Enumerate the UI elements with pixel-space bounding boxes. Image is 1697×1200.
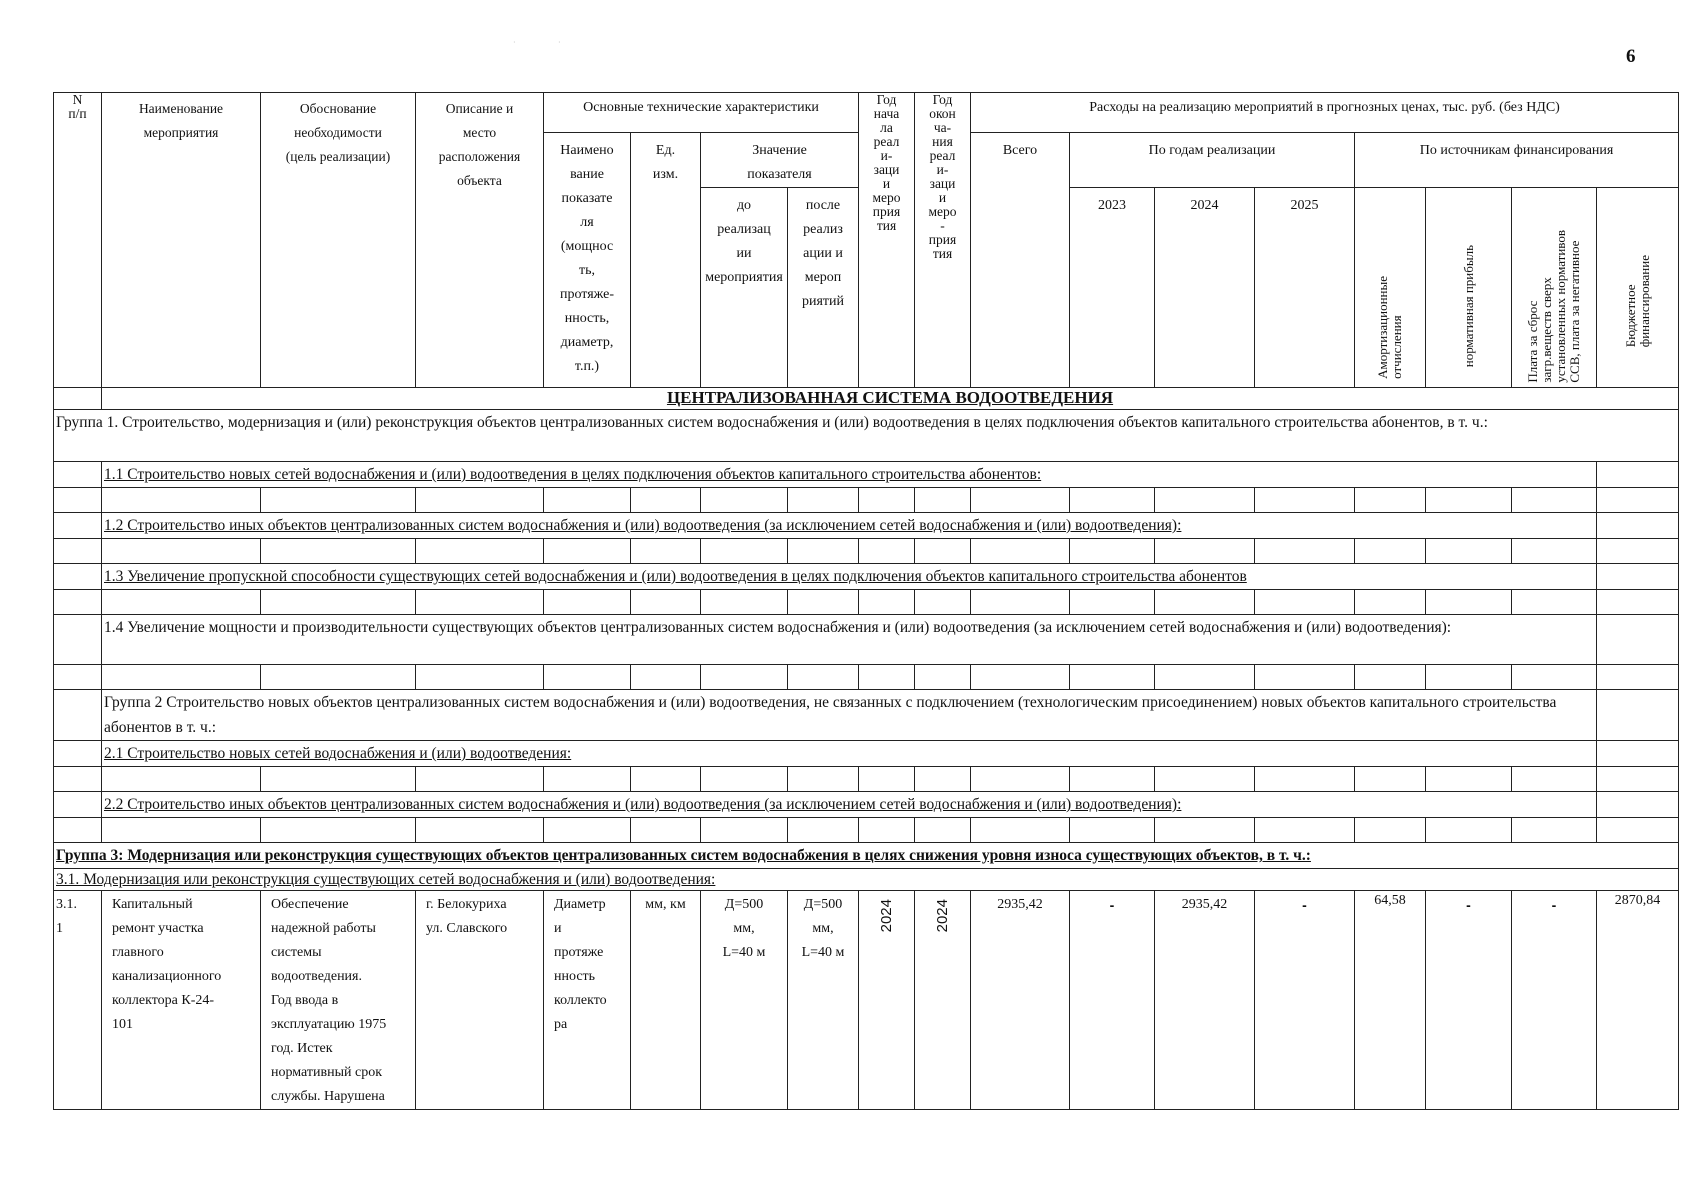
item-total: 2935,42 — [971, 891, 1070, 1110]
header-by-sources: По источникам финансирования — [1355, 133, 1679, 188]
header-year-start: Год нача ла реал и- заци и меро прия тия — [859, 93, 915, 388]
item-fee: - — [1512, 891, 1597, 1110]
item-name: Капитальный ремонт участка главного канализационного коллектора К-24- 101 — [102, 891, 261, 1110]
header-justification: Обоснование необходимости (цель реализации) — [261, 93, 416, 388]
subsection-2-1: 2.1 Строительство новых сетей водоснабжения и (или) водоотведения: — [102, 741, 1597, 767]
item-value-after: Д=500 мм, L=40 м — [788, 891, 859, 1110]
header-tech-indicator: Наимено вание показате ля (мощнос ть, протяже- нность, диаметр, т.п.) — [544, 133, 631, 388]
item-location: г. Белокуриха ул. Славского — [416, 891, 544, 1110]
item-budget: 2870,84 — [1597, 891, 1679, 1110]
item-number: 3.1. 1 — [54, 891, 102, 1110]
subsection-1-3: 1.3 Увеличение пропускной способности существующих сетей водоснабжения и (или) водоотведения в целях подключения объектов капитального строительства абонентов — [102, 564, 1597, 590]
header-tech-unit: Ед. изм. — [631, 133, 701, 388]
header-value-before: до реализац ии мероприятия — [701, 188, 788, 388]
header-year-2024: 2024 — [1155, 188, 1255, 388]
subsection-2-2: 2.2 Строительство иных объектов централизованных систем водоснабжения и (или) водоотведения (за исключением сетей водоснабжения и (или) водоотведения): — [102, 792, 1597, 818]
item-amortization: 64,58 — [1355, 891, 1426, 1110]
header-source-profit: нормативная прибыль — [1460, 244, 1476, 367]
group-2-heading: Группа 2 Строительство новых объектов централизованных систем водоснабжения и (или) водоотведения, не связанных с подключением (технологическим присоединением) новых объектов капитального строительства абонентов в т. ч.: — [102, 690, 1597, 741]
group-3-heading: Группа 3: Модернизация или реконструкция существующих объектов централизованных систем водоснабжения в целях снижения уровня износа существующих объектов, в т. ч.: — [54, 843, 1679, 869]
subsection-1-4: 1.4 Увеличение мощности и производительности существующих объектов централизованных систем водоснабжения и (или) водоотведения (за исключением сетей водоснабжения и (или) водоотведения): — [102, 615, 1597, 665]
scan-artifact: · — [513, 38, 516, 47]
header-source-budget: Бюджетное финансирование — [1622, 254, 1652, 347]
item-indicator: Диаметр и протяже нность коллекто ра — [544, 891, 631, 1110]
header-description: Описание и место расположения объекта — [416, 93, 544, 388]
scan-artifact: · — [558, 38, 561, 47]
header-by-years: По годам реализации — [1070, 133, 1355, 188]
item-year-start: 2024 — [877, 899, 895, 933]
section-title: ЦЕНТРАЛИЗОВАННАЯ СИСТЕМА ВОДООТВЕДЕНИЯ — [102, 388, 1679, 410]
header-source-fee: Плата за сброс загр.веществ сверх установленных нормативов ССВ, плата за негативное — [1525, 230, 1582, 383]
subsection-3-1: 3.1. Модернизация или реконструкция существующих сетей водоснабжения и (или) водоотведения: — [54, 869, 1679, 891]
header-tech-chars: Основные технические характеристики — [544, 93, 859, 133]
item-2023: - — [1070, 891, 1155, 1110]
group-1-heading: Группа 1. Строительство, модернизация и (или) реконструкция объектов централизованных систем водоснабжения и (или) водоотведения в целях подключения объектов капитального строительства абонентов, в т. ч.: — [54, 410, 1679, 462]
item-2025: - — [1255, 891, 1355, 1110]
header-year-end: Год окон ча- ния реал и- заци и меро - прия тия — [915, 93, 971, 388]
item-profit: - — [1426, 891, 1512, 1110]
item-year-end: 2024 — [933, 899, 951, 933]
item-2024: 2935,42 — [1155, 891, 1255, 1110]
item-value-before: Д=500 мм, L=40 м — [701, 891, 788, 1110]
header-value-after: после реализ ации и мероп риятий — [788, 188, 859, 388]
header-name: Наименование мероприятия — [102, 93, 261, 388]
header-source-amortization: Амортизационные отчисления — [1375, 276, 1404, 379]
header-costs: Расходы на реализацию мероприятий в прогнозных ценах, тыс. руб. (без НДС) — [971, 93, 1679, 133]
header-year-2023: 2023 — [1070, 188, 1155, 388]
header-tech-value: Значение показателя — [701, 133, 859, 188]
table-row — [54, 891, 1679, 1110]
subsection-1-2: 1.2 Строительство иных объектов централизованных систем водоснабжения и (или) водоотведения (за исключением сетей водоснабжения и (или) водоотведения): — [102, 513, 1597, 539]
item-justification: Обеспечение надежной работы системы водоотведения. Год ввода в эксплуатацию 1975 год. Истек нормативный срок службы. Нарушена — [261, 891, 416, 1110]
header-total: Всего — [971, 133, 1070, 388]
header-year-2025: 2025 — [1255, 188, 1355, 388]
page-number: 6 — [1626, 46, 1636, 67]
item-unit: мм, км — [631, 891, 701, 1110]
investment-program-table — [53, 92, 1679, 1110]
subsection-1-1: 1.1 Строительство новых сетей водоснабжения и (или) водоотведения в целях подключения объектов капитального строительства абонентов: — [102, 462, 1597, 488]
header-num: N п/п — [54, 93, 102, 388]
